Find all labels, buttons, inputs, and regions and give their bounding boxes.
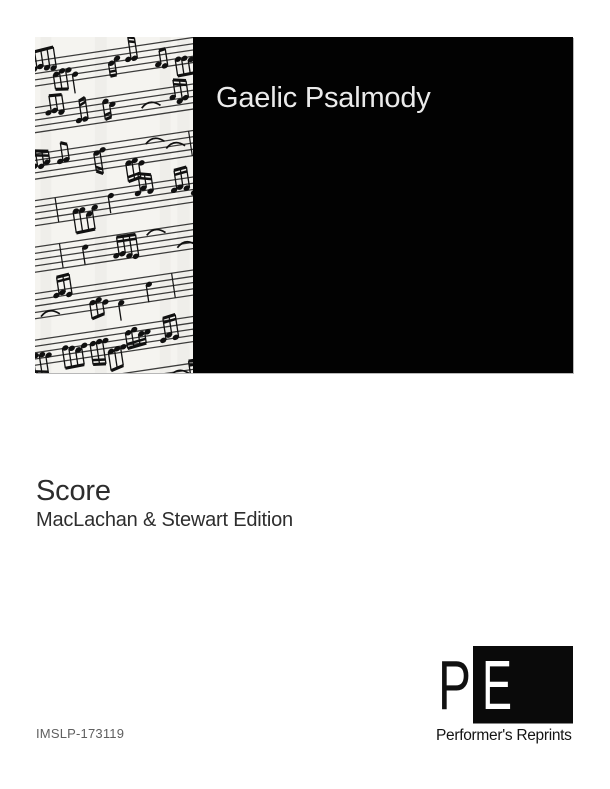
title-banner [35, 37, 573, 373]
catalog-id: IMSLP-173119 [36, 726, 125, 741]
logo-letter-p: P [438, 646, 471, 724]
publisher-name: Performer's Reprints [436, 727, 572, 744]
edition-label: MacLachan & Stewart Edition [36, 509, 293, 531]
page-title: Gaelic Psalmody [216, 82, 431, 114]
logo-letter-e: E [482, 646, 512, 724]
score-label: Score [36, 475, 111, 507]
sheet-music-image [35, 37, 193, 373]
